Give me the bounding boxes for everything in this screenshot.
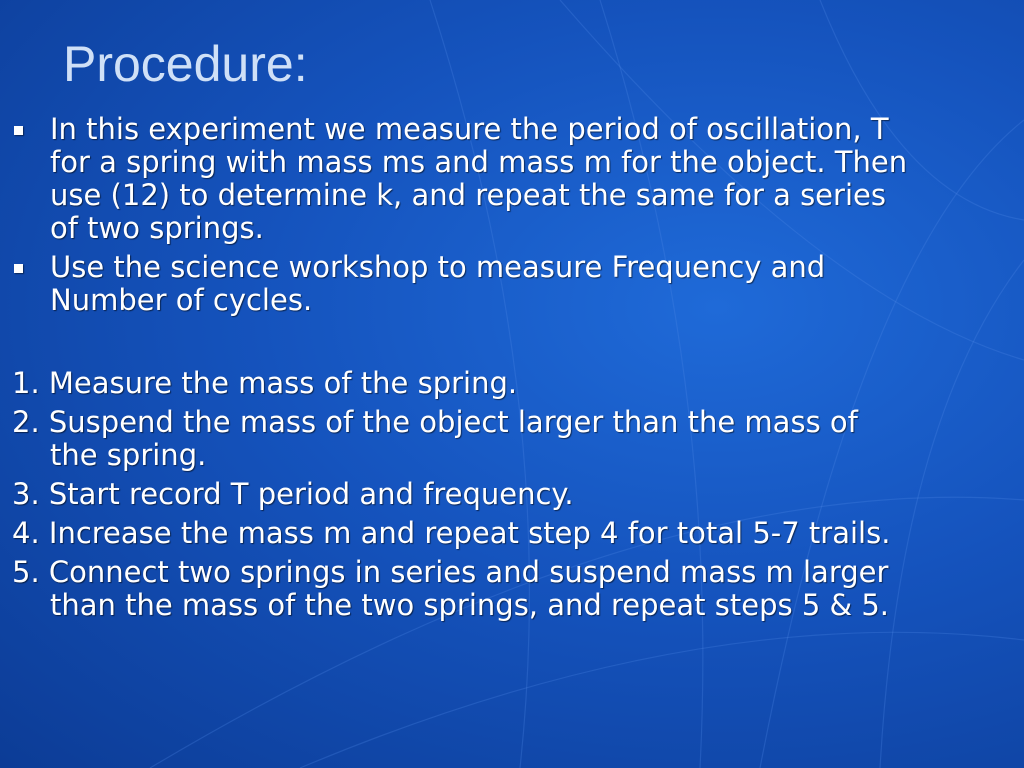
square-bullet-icon	[14, 264, 23, 273]
slide-title: Procedure:	[63, 36, 308, 92]
bullet-text: In this experiment we measure the period of oscillation, T for a spring with mass ms and mass m for the object. Then use (12) to determine k, and repeat the same for a series of two springs.	[50, 112, 908, 245]
step-item: 2. Suspend the mass of the object larger than the mass of the spring.	[12, 405, 858, 472]
procedure-steps	[12, 367, 912, 628]
step-item: 1. Measure the mass of the spring.	[12, 366, 518, 400]
bullet-text: Use the science workshop to measure Frequency and Number of cycles.	[50, 250, 826, 317]
step-item: 4. Increase the mass m and repeat step 4 for total 5-7 trails.	[12, 516, 891, 550]
step-item: 5. Connect two springs in series and suspend mass m larger than the mass of the two springs, and repeat steps 5 & 5.	[12, 555, 889, 622]
square-bullet-icon	[14, 126, 23, 135]
bullet-list	[14, 113, 914, 323]
bullet-item	[14, 251, 914, 317]
step-item: 3. Start record T period and frequency.	[12, 477, 574, 511]
bullet-item	[14, 113, 914, 245]
